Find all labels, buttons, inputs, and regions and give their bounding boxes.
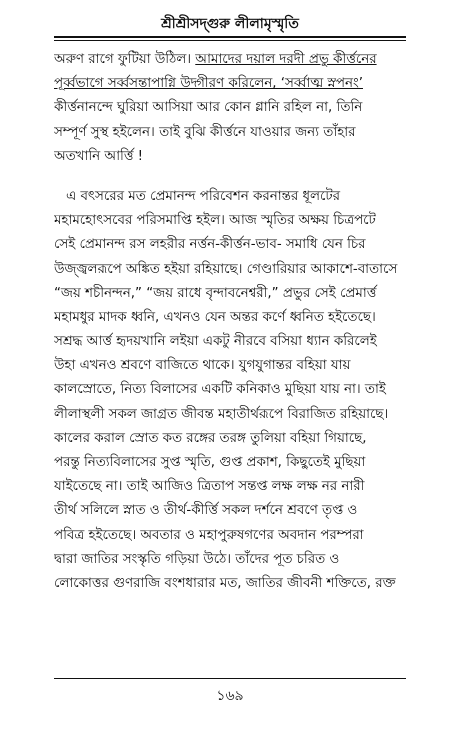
text-line: সেই প্রেমানন্দ রস লহরীর নর্ত্তন-কীর্ত্তন-ভাব- সমাধি যেন চির bbox=[54, 237, 366, 253]
text-line: উজ্জ্বলরূপে অঙ্কিত হইয়া রহিয়াছে। গেণ্ডারিয়ার আকাশে-বাতাসে bbox=[54, 261, 398, 277]
text-line: সশ্রদ্ধ আর্ত্ত হৃদয়খানি লইয়া একটু নীরবে বসিয়া ধ্যান করিলেই bbox=[54, 334, 377, 350]
text-line: দ্বারা জাতির সংস্কৃতি গড়িয়া উঠে। তাঁদের পূত চরিত ও bbox=[54, 551, 340, 567]
text-line: লোকোত্তর গুণরাজি বংশধারার মত, জাতির জীবনী শক্তিতে, রক্ত bbox=[54, 575, 396, 591]
text-line: অরুণ রাগে ফুটিয়া উঠিল। আমাদের দয়াল দরদী প্রভু কীর্ত্তনের bbox=[54, 52, 377, 67]
text-line: কালস্রোতে, নিত্য বিলাসের একটি কনিকাও মুছিয়া যায় না। তাই bbox=[54, 382, 386, 398]
body-text bbox=[54, 48, 406, 596]
text-line: মহামধুর মাদক ধ্বনি, এখনও যেন অন্তর কর্ণে ধ্বনিত হইতেছে। bbox=[54, 309, 376, 325]
text-line: যাইতেছে না। তাই আজিও ত্রিতাপ সন্তপ্ত লক্ষ লক্ষ নর নারী bbox=[54, 479, 365, 495]
text-line: তীর্থ সলিলে স্নাত ও তীর্থ-কীর্ত্তি সকল দর্শনে শ্রবণে তৃপ্ত ও bbox=[54, 503, 358, 519]
underlined-text: পূর্ব্বভাগে সর্ব্বসন্তাপাগ্নি উদ্গীরণ করিলেন, ‘সর্ব্বাত্ম স্নপনং’ bbox=[54, 76, 363, 92]
text-line: এ বৎসরের মত প্রেমানন্দ পরিবেশন করনান্তর ধূলটের bbox=[66, 188, 341, 204]
text-line: কীর্ত্তনানন্দে ঘুরিয়া আসিয়া আর কোন গ্লানি রহিল না, তিনি bbox=[54, 100, 363, 116]
text-line: সম্পূর্ণ সুস্থ হইলেন। তাই বুঝি কীর্ত্তনে যাওয়ার জন্য তাঁহার bbox=[54, 124, 356, 140]
page-number: ১৬৯ bbox=[216, 688, 244, 704]
text-line: উহা এখনও শ্রবণে বাজিতে থাকে। যুগযুগান্তর বহিয়া যায় bbox=[54, 358, 351, 374]
paragraph-gap bbox=[54, 169, 406, 185]
text-line: পবিত্র হইতেছে। অবতার ও মহাপুরুষগণের অবদান পরম্পরা bbox=[54, 527, 364, 543]
text-line: কালের করাল স্রোত কত রঙ্গের তরঙ্গ তুলিয়া বহিয়া গিয়াছে, bbox=[54, 430, 367, 446]
text-line: অতখানি আর্ত্তি ! bbox=[54, 148, 144, 164]
header-rule-thin bbox=[54, 40, 406, 41]
text-line: পরন্তু নিত্যবিলাসের সুপ্ত স্মৃতি, গুপ্ত প্রকাশ, কিছুতেই মুছিয়া bbox=[54, 455, 366, 470]
text-line: “জয় শচীনন্দন,” “জয় রাধে বৃন্দাবনেশ্বরী,” প্রভুর সেই প্রেমার্ত্ত bbox=[54, 285, 377, 301]
text-line: মহামহোৎসবের পরিসমাপ্তি হইল। আজ স্মৃতির অক্ষয় চিত্রপটে bbox=[54, 213, 376, 229]
footer-rule bbox=[54, 678, 406, 679]
header-rule bbox=[54, 36, 406, 38]
underlined-text: আমাদের দয়াল দরদী প্রভু কীর্ত্তনের bbox=[195, 52, 377, 67]
text-line bbox=[54, 72, 406, 96]
running-header: শ্রীশ্রীসদ্গুরু লীলামৃস্মৃতি bbox=[161, 16, 299, 32]
text-line: লীলাস্থলী সকল জাগ্রত জীবন্ত মহাতীর্থরূপে বিরাজিত রহিয়াছে। bbox=[54, 406, 389, 422]
